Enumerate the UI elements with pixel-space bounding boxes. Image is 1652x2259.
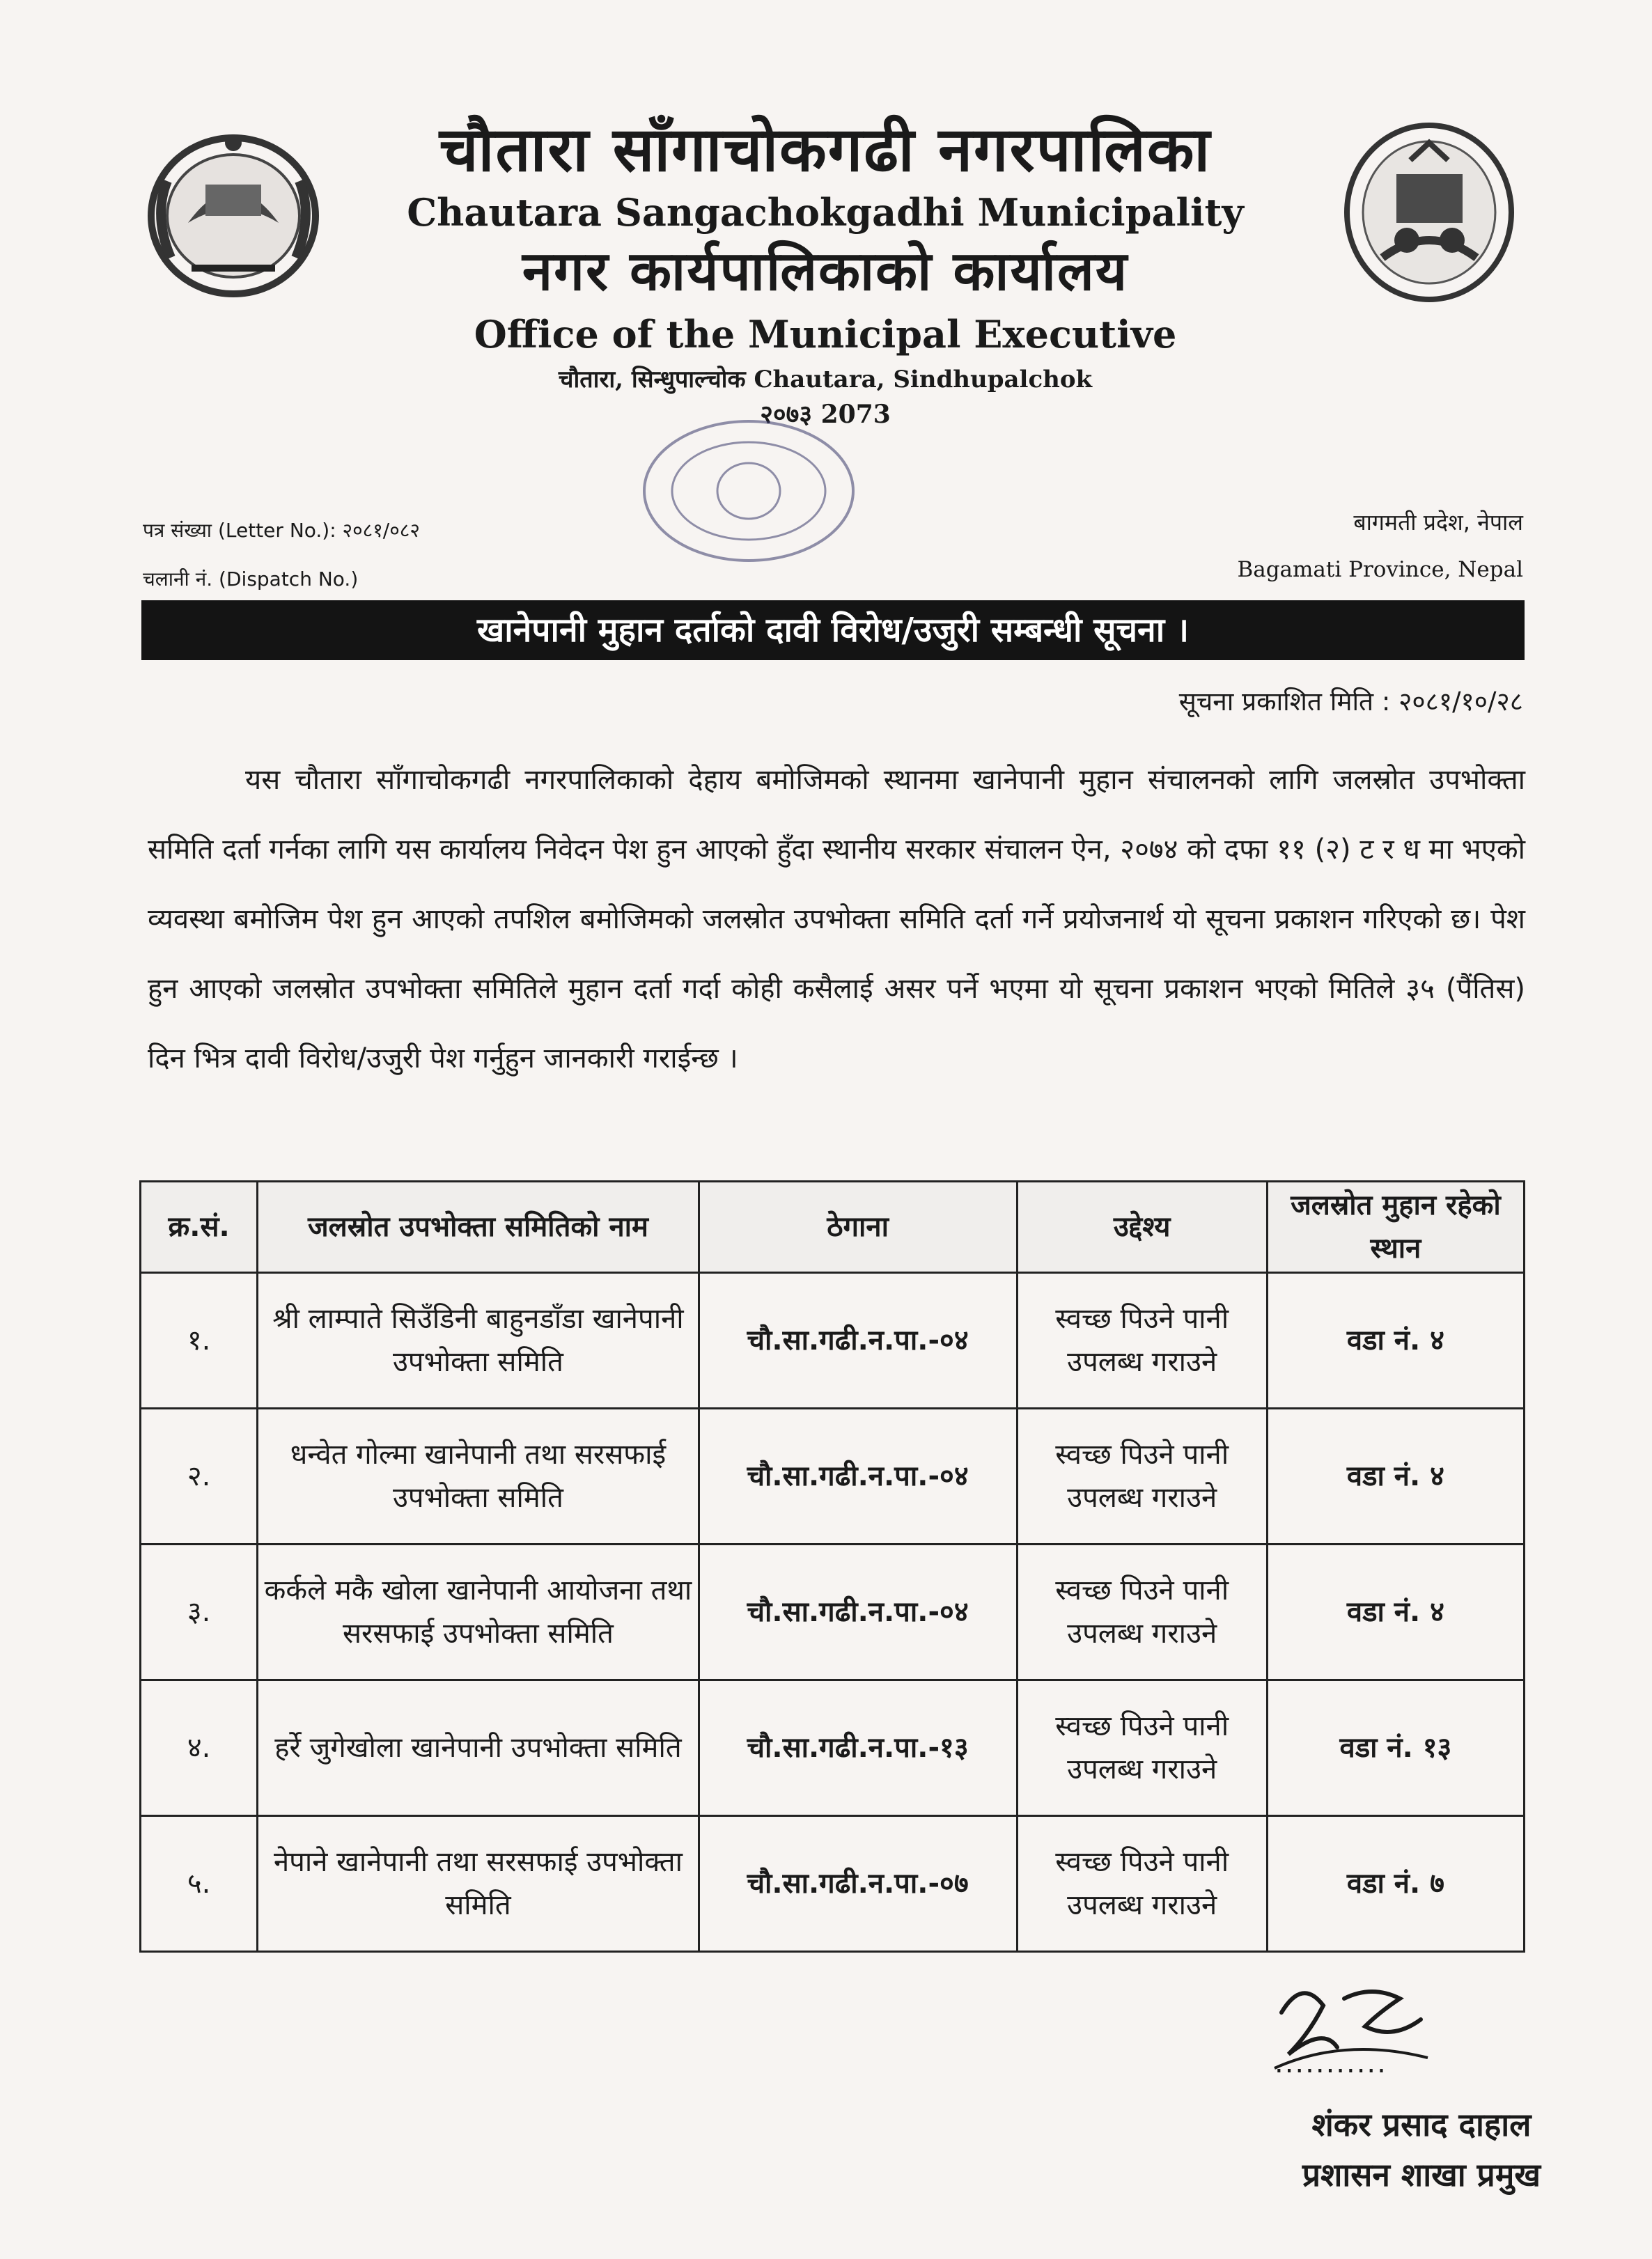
cell-address: चौ.सा.गढी.न.पा.-०७ bbox=[699, 1816, 1017, 1952]
cell-purpose: स्वच्छ पिउने पानी उपलब्ध गराउने bbox=[1017, 1816, 1267, 1952]
cell-address: चौ.सा.गढी.न.पा.-०४ bbox=[699, 1273, 1017, 1409]
cell-committee-name: हर्रे जुगेखोला खानेपानी उपभोक्ता समिति bbox=[258, 1680, 699, 1816]
office-name-np: नगर कार्यपालिकाको कार्यालय bbox=[522, 240, 1129, 303]
cell-address: चौ.सा.गढी.न.पा.-१३ bbox=[699, 1680, 1017, 1816]
cell-purpose: स्वच्छ पिउने पानी उपलब्ध गराउने bbox=[1017, 1273, 1267, 1409]
cell-sn: २. bbox=[141, 1409, 258, 1545]
signatory-block bbox=[1302, 2100, 1541, 2200]
cell-committee-name: कर्कले मकै खोला खानेपानी आयोजना तथा सरसफाई उपभोक्ता समिति bbox=[258, 1545, 699, 1680]
signature-line: ........... bbox=[1275, 2047, 1387, 2079]
signatory-designation: प्रशासन शाखा प्रमुख bbox=[1302, 2156, 1541, 2194]
cell-sn: १. bbox=[141, 1273, 258, 1409]
dispatch-number: चलानी नं. (Dispatch No.) bbox=[143, 568, 359, 591]
cell-committee-name: नेपाने खानेपानी तथा सरसफाई उपभोक्ता समिति bbox=[258, 1816, 699, 1952]
table-row bbox=[141, 1680, 1525, 1816]
header-purpose: उद्देश्य bbox=[1017, 1182, 1267, 1273]
cell-committee-name: धन्वेत गोल्मा खानेपानी तथा सरसफाई उपभोक्ता समिति bbox=[258, 1409, 699, 1545]
letterhead bbox=[362, 111, 1288, 432]
signatory-name: शंकर प्रसाद दाहाल bbox=[1311, 2106, 1532, 2143]
office-address: चौतारा, सिन्धुपाल्चोक Chautara, Sindhupalchok bbox=[558, 366, 1093, 393]
header-source-location: जलस्रोत मुहान रहेको स्थान bbox=[1267, 1182, 1524, 1273]
letter-number: पत्र संख्या (Letter No.): २०८१/०८२ bbox=[143, 519, 420, 542]
province-np: बागमती प्रदेश, नेपाल bbox=[1353, 509, 1523, 536]
office-name-en: Office of the Municipal Executive bbox=[474, 312, 1177, 357]
table-row bbox=[141, 1816, 1525, 1952]
notice-title: खानेपानी मुहान दर्ताको दावी विरोध/उजुरी सम्बन्धी सूचना । bbox=[141, 600, 1525, 660]
established-year: २०७३ 2073 bbox=[760, 400, 891, 429]
table-header-row bbox=[141, 1182, 1525, 1273]
cell-sn: ५. bbox=[141, 1816, 258, 1952]
cell-sn: ३. bbox=[141, 1545, 258, 1680]
province-en: Bagamati Province, Nepal bbox=[1237, 557, 1523, 582]
cell-location: वडा नं. १३ bbox=[1267, 1680, 1524, 1816]
committee-table bbox=[139, 1180, 1525, 1953]
table-row bbox=[141, 1273, 1525, 1409]
cell-address: चौ.सा.गढी.न.पा.-०४ bbox=[699, 1409, 1017, 1545]
cell-location: वडा नं. ४ bbox=[1267, 1273, 1524, 1409]
office-stamp bbox=[634, 411, 864, 571]
municipality-logo-icon bbox=[1341, 118, 1518, 306]
cell-purpose: स्वच्छ पिउने पानी उपलब्ध गराउने bbox=[1017, 1680, 1267, 1816]
cell-purpose: स्वच्छ पिउने पानी उपलब्ध गराउने bbox=[1017, 1409, 1267, 1545]
cell-purpose: स्वच्छ पिउने पानी उपलब्ध गराउने bbox=[1017, 1545, 1267, 1680]
notice-body: यस चौतारा साँगाचोकगढी नगरपालिकाको देहाय बमोजिमको स्थानमा खानेपानी मुहान संचालनको लागि जलस्रोत उपभोक्ता समिति दर्ता गर्नका लागि यस कार्यालय निवेदन पेश हुन आएको हुँदा स्थानीय सरकार संचालन ऐन, २०७४ को दफा ११ (२) ट र ध मा भएको व्यवस्था बमोजिम पेश हुन आएको तपशिल बमोजिमको जलस्रोत उपभोक्ता समिति दर्ता गर्ने प्रयोजनार्थ यो सूचना प्रकाशन गरिएको छ। पेश हुन आएको जलस्रोत उपभोक्ता समितिले मुहान दर्ता गर्दा कोही कसैलाई असर पर्ने भएमा यो सूचना प्रकाशन भएको मितिले ३५ (पैंतिस) दिन भित्र दावी विरोध/उजुरी पेश गर्नुहुन जानकारी गराईन्छ । bbox=[148, 764, 1525, 1074]
header-address: ठेगाना bbox=[699, 1182, 1017, 1273]
cell-location: वडा नं. ७ bbox=[1267, 1816, 1524, 1952]
published-date: सूचना प्रकाशित मिति : २०८१/१०/२८ bbox=[1178, 687, 1523, 717]
cell-location: वडा नं. ४ bbox=[1267, 1409, 1524, 1545]
nepal-emblem-icon bbox=[139, 118, 327, 306]
cell-address: चौ.सा.गढी.न.पा.-०४ bbox=[699, 1545, 1017, 1680]
cell-committee-name: श्री लाम्पाते सिउँडिनी बाहुनडाँडा खानेपानी उपभोक्ता समिति bbox=[258, 1273, 699, 1409]
table-row bbox=[141, 1409, 1525, 1545]
cell-sn: ४. bbox=[141, 1680, 258, 1816]
header-committee-name: जलस्रोत उपभोक्ता समितिको नाम bbox=[258, 1182, 699, 1273]
municipality-name-en: Chautara Sangachokgadhi Municipality bbox=[407, 190, 1244, 235]
municipality-name-np: चौतारा साँगाचोकगढी नगरपालिका bbox=[439, 114, 1212, 185]
header-sn: क्र.सं. bbox=[141, 1182, 258, 1273]
table-row bbox=[141, 1545, 1525, 1680]
cell-location: वडा नं. ४ bbox=[1267, 1545, 1524, 1680]
